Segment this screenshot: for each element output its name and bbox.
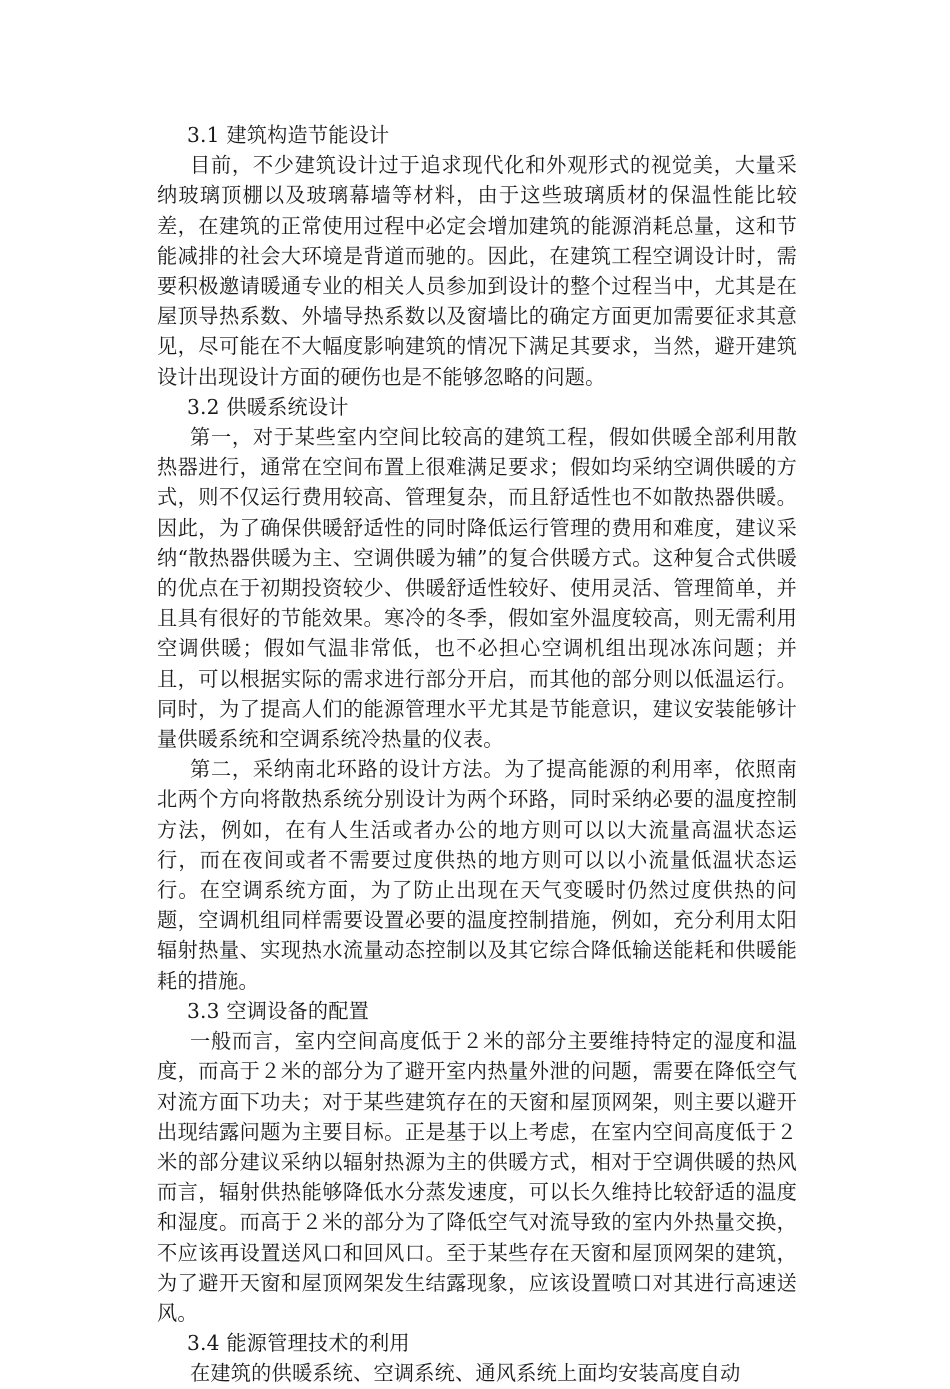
section-heading: 3.2 供暖系统设计 — [187, 394, 349, 419]
section-heading: 3.4 能源管理技术的利用 — [187, 1331, 410, 1356]
section-heading: 3.3 空调设备的配置 — [187, 998, 370, 1023]
body-paragraph: 目前，不少建筑设计过于追求现代化和外观形式的视觉美，大量采纳玻璃顶棚以及玻璃幕墙等材料，由于这些玻璃质材的保温性能比较差，在建筑的正常使用过程中必定会增加建筑的能源消耗总量，这和节能减排的社会大环境是背道而驰的。因此，在建筑工程空调设计时，需要积极邀请暖通专业的相关人员参加到设计的整个过程当中，尤其是在屋顶导热系数、外墙导热系数以及窗墙比的确定方面更加需要征求其意见，尽可能在不大幅度影响建筑的情况下满足其要求，当然，避开建筑设计出现设计方面的硬伤也是不能够忽略的问题。 — [157, 153, 797, 389]
body-paragraph: 第二，采纳南北环路的设计方法。为了提高能源的利用率，依照南北两个方向将散热系统分别设计为两个环路，同时采纳必要的温度控制方法，例如，在有人生活或者办公的地方则可以以大流量高温状态运行，而在夜间或者不需要过度供热的地方则可以以小流量低温状态运行。在空调系统方面，为了防止出现在天气变暖时仍然过度供热的问题，空调机组同样需要设置必要的温度控制措施，例如，充分利用太阳辐射热量、实现热水流量动态控制以及其它综合降低输送能耗和供暖能耗的措施。 — [157, 757, 797, 993]
body-paragraph: 在建筑的供暖系统、空调系统、通风系统上面均安装高度自动 — [190, 1361, 741, 1386]
document-body — [157, 120, 797, 1389]
body-paragraph: 一般而言，室内空间高度低于２米的部分主要维持特定的湿度和温度，而高于２米的部分为了避开室内热量外泄的问题，需要在降低空气对流方面下功夫；对于某些建筑存在的天窗和屋顶网架，则主要以避开出现结露问题为主要目标。正是基于以上考虑，在室内空间高度低于２米的部分建议采纳以辐射热源为主的供暖方式，相对于空调供暖的热风而言，辐射供热能够降低水分蒸发速度，可以长久维持比较舒适的温度和湿度。而高于２米的部分为了降低空气对流导致的室内外热量交换，不应该再设置送风口和回风口。至于某些存在天窗和屋顶网架的建筑，为了避开天窗和屋顶网架发生结露现象，应该设置喷口对其进行高速送风。 — [157, 1029, 797, 1325]
section-heading: 3.1 建筑构造节能设计 — [187, 123, 390, 147]
body-paragraph: 第一，对于某些室内空间比较高的建筑工程，假如供暖全部利用散热器进行，通常在空间布置上很难满足要求；假如均采纳空调供暖的方式，则不仅运行费用较高、管理复杂，而且舒适性也不如散热器供暖。因此，为了确保供暖舒适性的同时降低运行管理的费用和难度，建议采纳“散热器供暖为主、空调供暖为辅”的复合供暖方式。这种复合式供暖的优点在于初期投资较少、供暖舒适性较好、使用灵活、管理简单，并且具有很好的节能效果。寒冷的冬季，假如室外温度较高，则无需利用空调供暖；假如气温非常低，也不必担心空调机组出现冰冻问题；并且，可以根据实际的需求进行部分开启，而其他的部分则以低温运行。同时，为了提高人们的能源管理水平尤其是节能意识，建议安装能够计量供暖系统和空调系统冷热量的仪表。 — [157, 425, 797, 752]
